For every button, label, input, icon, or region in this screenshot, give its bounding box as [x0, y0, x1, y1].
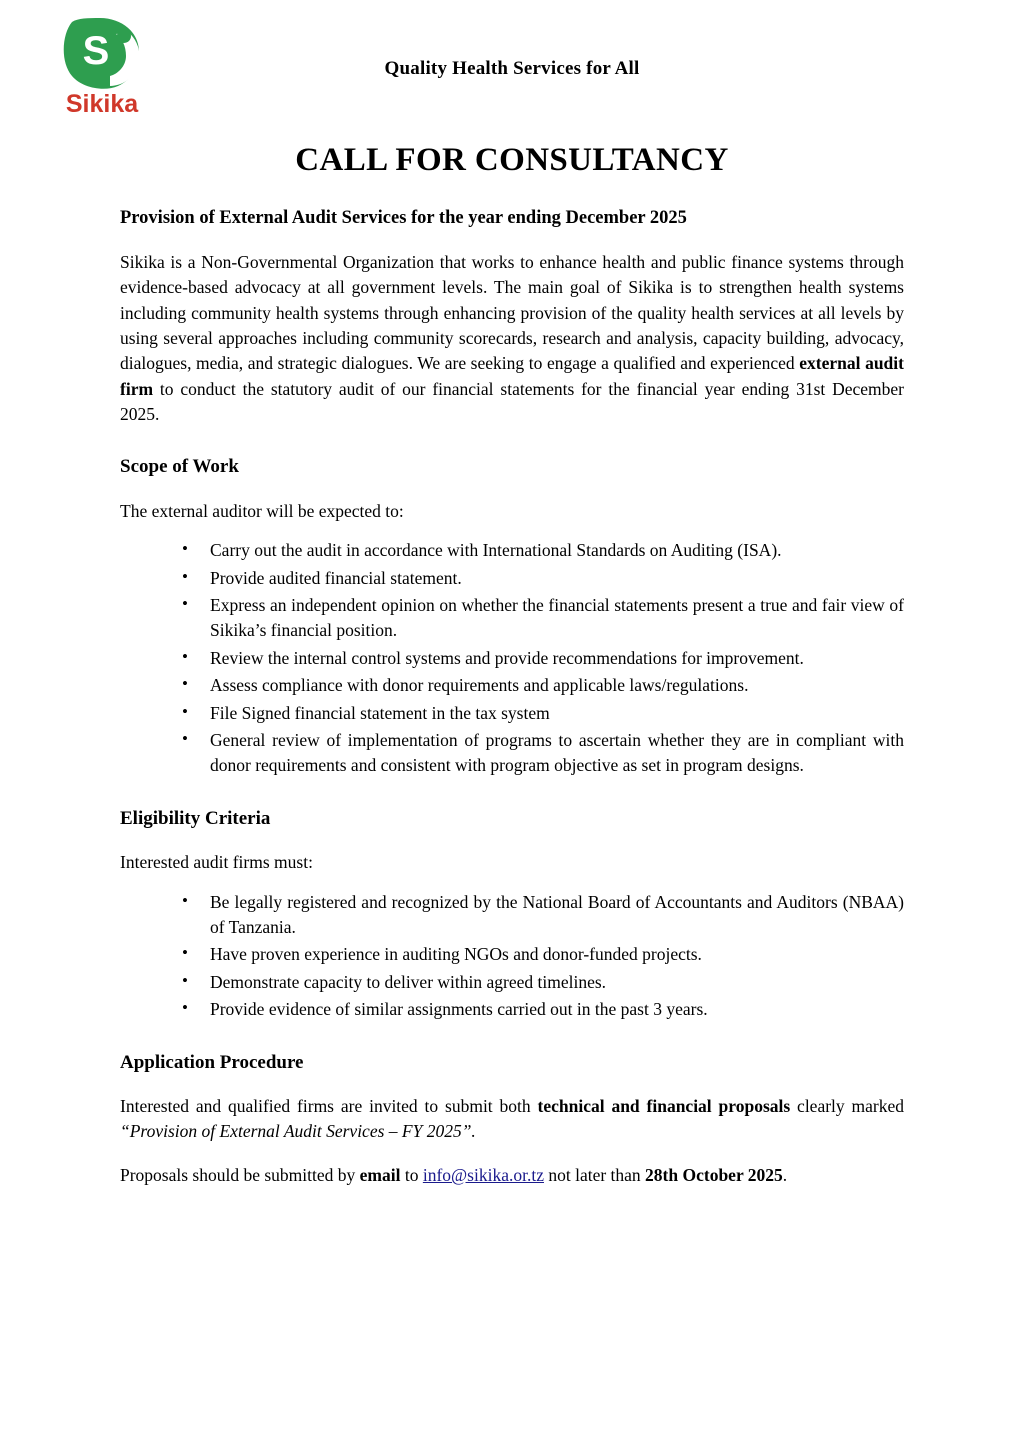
- list-item: • Demonstrate capacity to deliver within agreed timelines.: [182, 970, 904, 995]
- submission-bold-email: email: [359, 1164, 401, 1185]
- list-item: • General review of implementation of programs to ascertain whether they are in compliant with donor requirements and consistent with program objective as set in program designs.: [182, 728, 904, 779]
- application-heading: Application Procedure: [120, 1051, 304, 1073]
- intro-paragraph: [120, 250, 904, 428]
- logo-wordmark: Sikika: [65, 90, 139, 118]
- page-title: CALL FOR CONSULTANCY: [295, 142, 729, 178]
- submission-text-3: not later than: [543, 1164, 646, 1185]
- application-paragraph-2: [120, 1163, 904, 1188]
- intro-text-1: Sikika is a Non-Governmental Organization that works to enhance health and public finance systems through evidence-based advocacy at all government levels. The main goal of Sikika is to strengthen health systems including community health systems through enhancing provision of the quality health services at all levels by using several approaches including community scorecards, research and analysis, capacity building, advocacy, dialogues, media, and strategic dialogues. We are seeking to engage a qualified and experienced: [120, 251, 904, 374]
- svg-text:S: S: [82, 29, 110, 73]
- scope-list: [120, 538, 904, 778]
- email-link[interactable]: info@sikika.or.tz: [422, 1164, 544, 1185]
- list-item: • Carry out the audit in accordance with International Standards on Auditing (ISA).: [182, 538, 904, 563]
- document-body: [120, 179, 904, 1188]
- list-item: • Express an independent opinion on whether the financial statements present a true and fair view of Sikika’s financial position.: [182, 593, 904, 644]
- intro-bold: external audit firm: [120, 353, 904, 399]
- intro-text-2: to conduct the statutory audit of our financial statements for the financial year ending 31st December 2025.: [120, 378, 904, 425]
- eligibility-heading: Eligibility Criteria: [120, 807, 271, 829]
- submission-text-4: .: [782, 1164, 788, 1185]
- submission-deadline: 28th October 2025: [645, 1164, 783, 1185]
- scope-heading: Scope of Work: [120, 456, 239, 478]
- eligibility-lead: Interested audit firms must:: [120, 852, 313, 873]
- submission-text-1: Proposals should be submitted by: [120, 1164, 360, 1185]
- list-item: • Provide audited financial statement.: [182, 566, 904, 591]
- application-paragraph-1: [120, 1094, 904, 1145]
- scope-lead: The external auditor will be expected to:: [120, 500, 404, 521]
- application-text-1: Interested and qualified firms are invited to submit both: [120, 1096, 538, 1117]
- list-item: • Review the internal control systems and provide recommendations for improvement.: [182, 646, 904, 671]
- document-subtitle: Provision of External Audit Services for the year ending December 2025: [120, 208, 687, 228]
- application-text-2: clearly marked: [790, 1096, 904, 1117]
- header-tagline: Quality Health Services for All: [384, 58, 640, 79]
- application-italic-marking: “Provision of External Audit Services – FY 2025”.: [120, 1121, 476, 1142]
- list-item: • Have proven experience in auditing NGOs and donor-funded projects.: [182, 942, 904, 967]
- list-item: • File Signed financial statement in the tax system: [182, 701, 904, 726]
- list-item: • Provide evidence of similar assignments carried out in the past 3 years.: [182, 997, 904, 1022]
- document-header: [0, 0, 1024, 120]
- application-bold-proposals: technical and financial proposals: [537, 1096, 791, 1117]
- submission-text-2: to: [400, 1164, 423, 1185]
- eligibility-list: [120, 890, 904, 1023]
- list-item: • Be legally registered and recognized by the National Board of Accountants and Auditors (NBAA) of Tanzania.: [182, 890, 904, 941]
- list-item: • Assess compliance with donor requirements and applicable laws/regulations.: [182, 673, 904, 698]
